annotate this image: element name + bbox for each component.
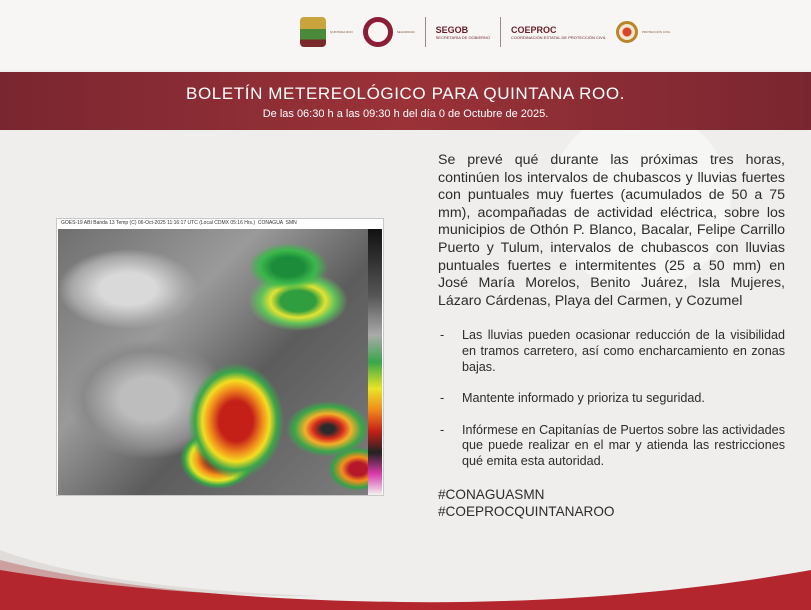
coeproc-logo — [511, 25, 606, 40]
q-emblem-icon — [363, 17, 393, 47]
satellite-infrared-image — [58, 229, 369, 495]
quintana-roo-emblem-icon — [300, 17, 326, 47]
segob-logo — [436, 25, 490, 40]
recommendation-text: Las lluvias pueden ocasionar reducción de la visibilidad en tramos carretero, así como encharcamiento en zonas bajas. — [462, 328, 785, 374]
quintana-roo-logo-label: QUINTANA ROO — [330, 30, 353, 34]
hashtag-coeprocquintanaroo[interactable]: #COEPROCQUINTANAROO — [438, 503, 615, 519]
coeproc-title: COEPROC — [511, 24, 557, 35]
q-logo-label: SEGURIDAD — [396, 30, 415, 34]
proteccion-civil-emblem-icon — [616, 21, 638, 43]
proteccion-civil-logo — [616, 21, 670, 43]
quintana-roo-logo — [300, 17, 353, 47]
bullet-dash: - — [440, 422, 445, 437]
bottom-red-wave — [0, 550, 811, 610]
temperature-color-scale — [368, 229, 382, 495]
recommendation-text: Mantente informado y prioriza tu seguridad. — [462, 391, 705, 406]
bulletin-text-column — [438, 152, 785, 520]
satellite-caption-text: GOES-19 ABI Banda 13 Temp (C) 06-Oct-2025 11:16:17 UTC (Local CDMX 05:16 Hrs.) — [61, 220, 256, 226]
recommendations-list — [438, 328, 785, 469]
satellite-image-panel — [56, 218, 384, 496]
satellite-agency-smn: SMN — [285, 220, 297, 226]
proteccion-civil-logo-label: PROTECCIÓN CIVIL — [642, 30, 671, 34]
hashtag-conaguasmn[interactable]: #CONAGUASMN — [438, 486, 545, 502]
title-band — [0, 72, 811, 130]
bulletin-title: BOLETÍN METEREOLÓGICO PARA QUINTANA ROO. — [186, 84, 625, 103]
segob-title: SEGOB — [435, 24, 469, 35]
logo-divider — [425, 17, 426, 47]
satellite-caption — [61, 220, 371, 228]
q-logo — [363, 17, 415, 47]
logo-strip — [0, 0, 811, 70]
logo-divider — [500, 17, 501, 47]
bullet-dash: - — [440, 328, 445, 343]
recommendation-item — [438, 328, 785, 375]
forecast-paragraph: Se prevé qué durante las próximas tres horas, continúen los intervalos de chubascos y lluvias fuertes con puntuales muy fuertes (acumulados de 50 a 75 mm), acompañadas de actividad eléctrica, sobre los municipios de Othón P. Blanco, Bacalar, Felipe Carrillo Puerto y Tulum, intervalos de chubascos con lluvias puntuales fuertes e intermitentes (25 a 50 mm) en José María Morelos, Benito Juárez, Isla Mujeres, Lázaro Cárdenas, Playa del Carmen, y Cozumel — [438, 152, 785, 309]
bulletin-time-range: De las 06:30 h a las 09:30 h del día 0 de Octubre de 2025. — [262, 108, 549, 120]
coeproc-label: COORDINACIÓN ESTATAL DE PROTECCIÓN CIVIL — [511, 34, 606, 40]
hashtags — [438, 486, 785, 520]
recommendation-item — [438, 391, 785, 407]
satellite-agency-conagua: CONAGUA — [257, 220, 283, 226]
logo-row — [300, 10, 670, 54]
recommendation-text: Infórmese en Capitanías de Puertos sobre las actividades que puede realizar en el mar y atienda las restricciones qué emita esta autoridad. — [462, 422, 785, 468]
segob-label: SECRETARÍA DE GOBIERNO — [435, 34, 491, 40]
bullet-dash: - — [440, 391, 445, 406]
recommendation-item — [438, 423, 785, 470]
